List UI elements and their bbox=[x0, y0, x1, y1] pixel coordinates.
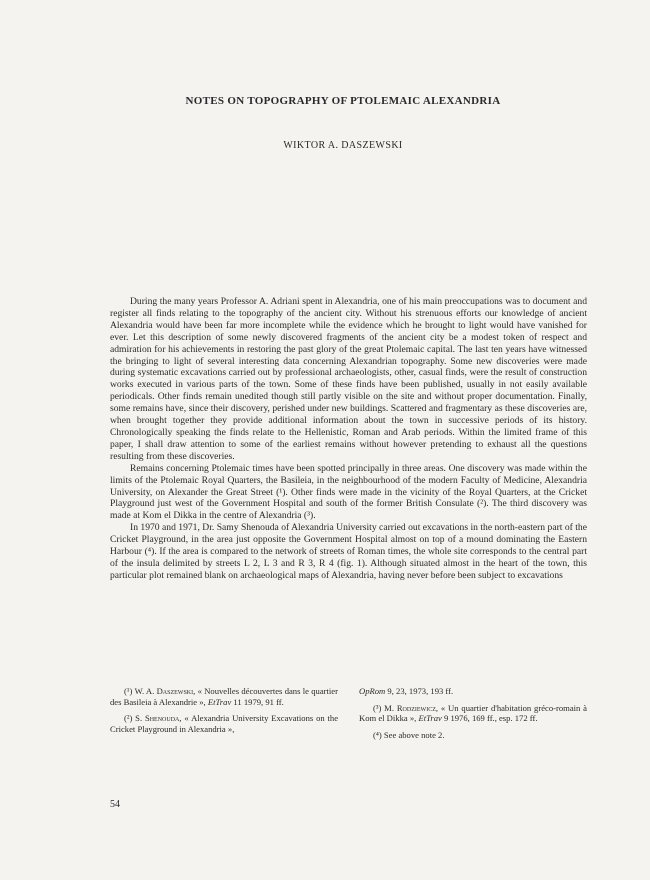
footnote-2-text: « Alexandria University Excavations on the Cricket Playground in Alexandria », bbox=[110, 713, 339, 734]
footnote-4 bbox=[359, 730, 587, 741]
paragraph-3: In 1970 and 1971, Dr. Samy Shenouda of Alexandria University carried out excavations in the north-eastern part of the Cricket Playground, in the area just opposite the Government Hospital almost on top of a mound dominating the Eastern Harbour (⁴). If the area is compared to the network of streets of Roman times, the whole site corresponds to the central part of the insula delimited by streets L 2, L 3 and R 3, R 4 (fig. 1). Although situated almost in the heart of the town, this particular plot remained blank on archaeological maps of Alexandria, having never before been subject to excavations bbox=[110, 522, 587, 581]
paragraph-1: During the many years Professor A. Adriani spent in Alexandria, one of his main preoccupations was to document and register all finds relating to the topography of the ancient city. Without his strenuous efforts our knowledge of ancient Alexandria would have been far more incomplete while the evidence which he brought to light would have vanished for ever. Let this description of some newly discovered fragments of the ancient city be a modest token of respect and admiration for his achievements in restoring the past glory of the great Ptolemaic capital. The last ten years have witnessed the bringing to light of several interesting data concerning Alexandrian topography. Some new discoveries were made during systematic excavations carried out by professional archaeologists, other, casual finds, were the result of construction works executed in various parts of the town. Some of these finds have been published, usually in not easily available periodicals. Other finds remain unedited though still partly visible on the site and without proper documentation. Finally, some remains have, since their discovery, perished under new buildings. Scattered and fragmentary as these discoveries are, when brought together they provide additional information about the town in successive periods of its history. Chronologically speaking the finds relate to the Hellenistic, Roman and Arab periods. Within the limited frame of this paper, I shall draw attention to some of the earliest remains without however pretending to exhaust all the questions resulting from these discoveries. bbox=[110, 296, 587, 462]
footnote-2-continued bbox=[359, 686, 587, 697]
article-body bbox=[110, 296, 587, 582]
footnotes-left-column bbox=[110, 686, 338, 746]
footnote-1-ref: 11 1979, 91 ff. bbox=[233, 696, 284, 707]
footnote-3-text: « Un quartier d'habitation gréco-romain à Kom el Dikka », bbox=[359, 702, 587, 724]
footnote-1-mark: (¹) bbox=[124, 686, 133, 696]
footnote-3-author: M. Rodziewicz, bbox=[384, 702, 439, 713]
footnotes-right-column bbox=[359, 686, 587, 746]
footnote-4-text: See above note 2. bbox=[383, 729, 445, 740]
footnote-2-author: S. Shenouda, bbox=[135, 713, 182, 724]
footnote-1 bbox=[110, 686, 338, 707]
footnotes bbox=[110, 686, 587, 746]
page-number: 54 bbox=[110, 799, 120, 810]
footnote-3-mark: (³) bbox=[373, 702, 382, 713]
footnote-1-author: W. A. Daszewski, bbox=[134, 686, 196, 696]
footnote-2-ref: 9, 23, 1973, 193 ff. bbox=[387, 686, 454, 696]
footnote-2-journal: OpRom bbox=[359, 686, 386, 696]
footnote-4-mark: (⁴) bbox=[373, 729, 382, 740]
footnote-2-mark: (²) bbox=[124, 713, 133, 724]
paragraph-2: Remains concerning Ptolemaic times have been spotted principally in three areas. One discovery was made within the limits of the Ptolemaic Royal Quarters, the Basileia, in the neighbourhood of the modern Faculty of Medicine, Alexandria University, on Alexander the Great Street (¹). Other finds were made in the vicinity of the Royal Quarters, at the Cricket Playground just west of the Government Hospital and south of the former British Consulate (²). The third discovery was made at Kom el Dikka in the centre of Alexandria (³). bbox=[110, 462, 587, 522]
footnote-3-ref: 9 1976, 169 ff., esp. 172 ff. bbox=[444, 713, 538, 724]
footnote-1-journal: EtTrav bbox=[207, 696, 232, 707]
footnote-1-text: « Nouvelles découvertes dans le quartier des Basileia à Alexandrie », bbox=[110, 686, 338, 707]
footnote-3 bbox=[359, 703, 587, 724]
footnote-3-journal: EtTrav bbox=[418, 713, 442, 724]
footnote-2 bbox=[110, 713, 338, 734]
article-author: WIKTOR A. DASZEWSKI bbox=[283, 140, 403, 151]
article-title: NOTES ON TOPOGRAPHY OF PTOLEMAIC ALEXANDRIA bbox=[185, 95, 501, 107]
